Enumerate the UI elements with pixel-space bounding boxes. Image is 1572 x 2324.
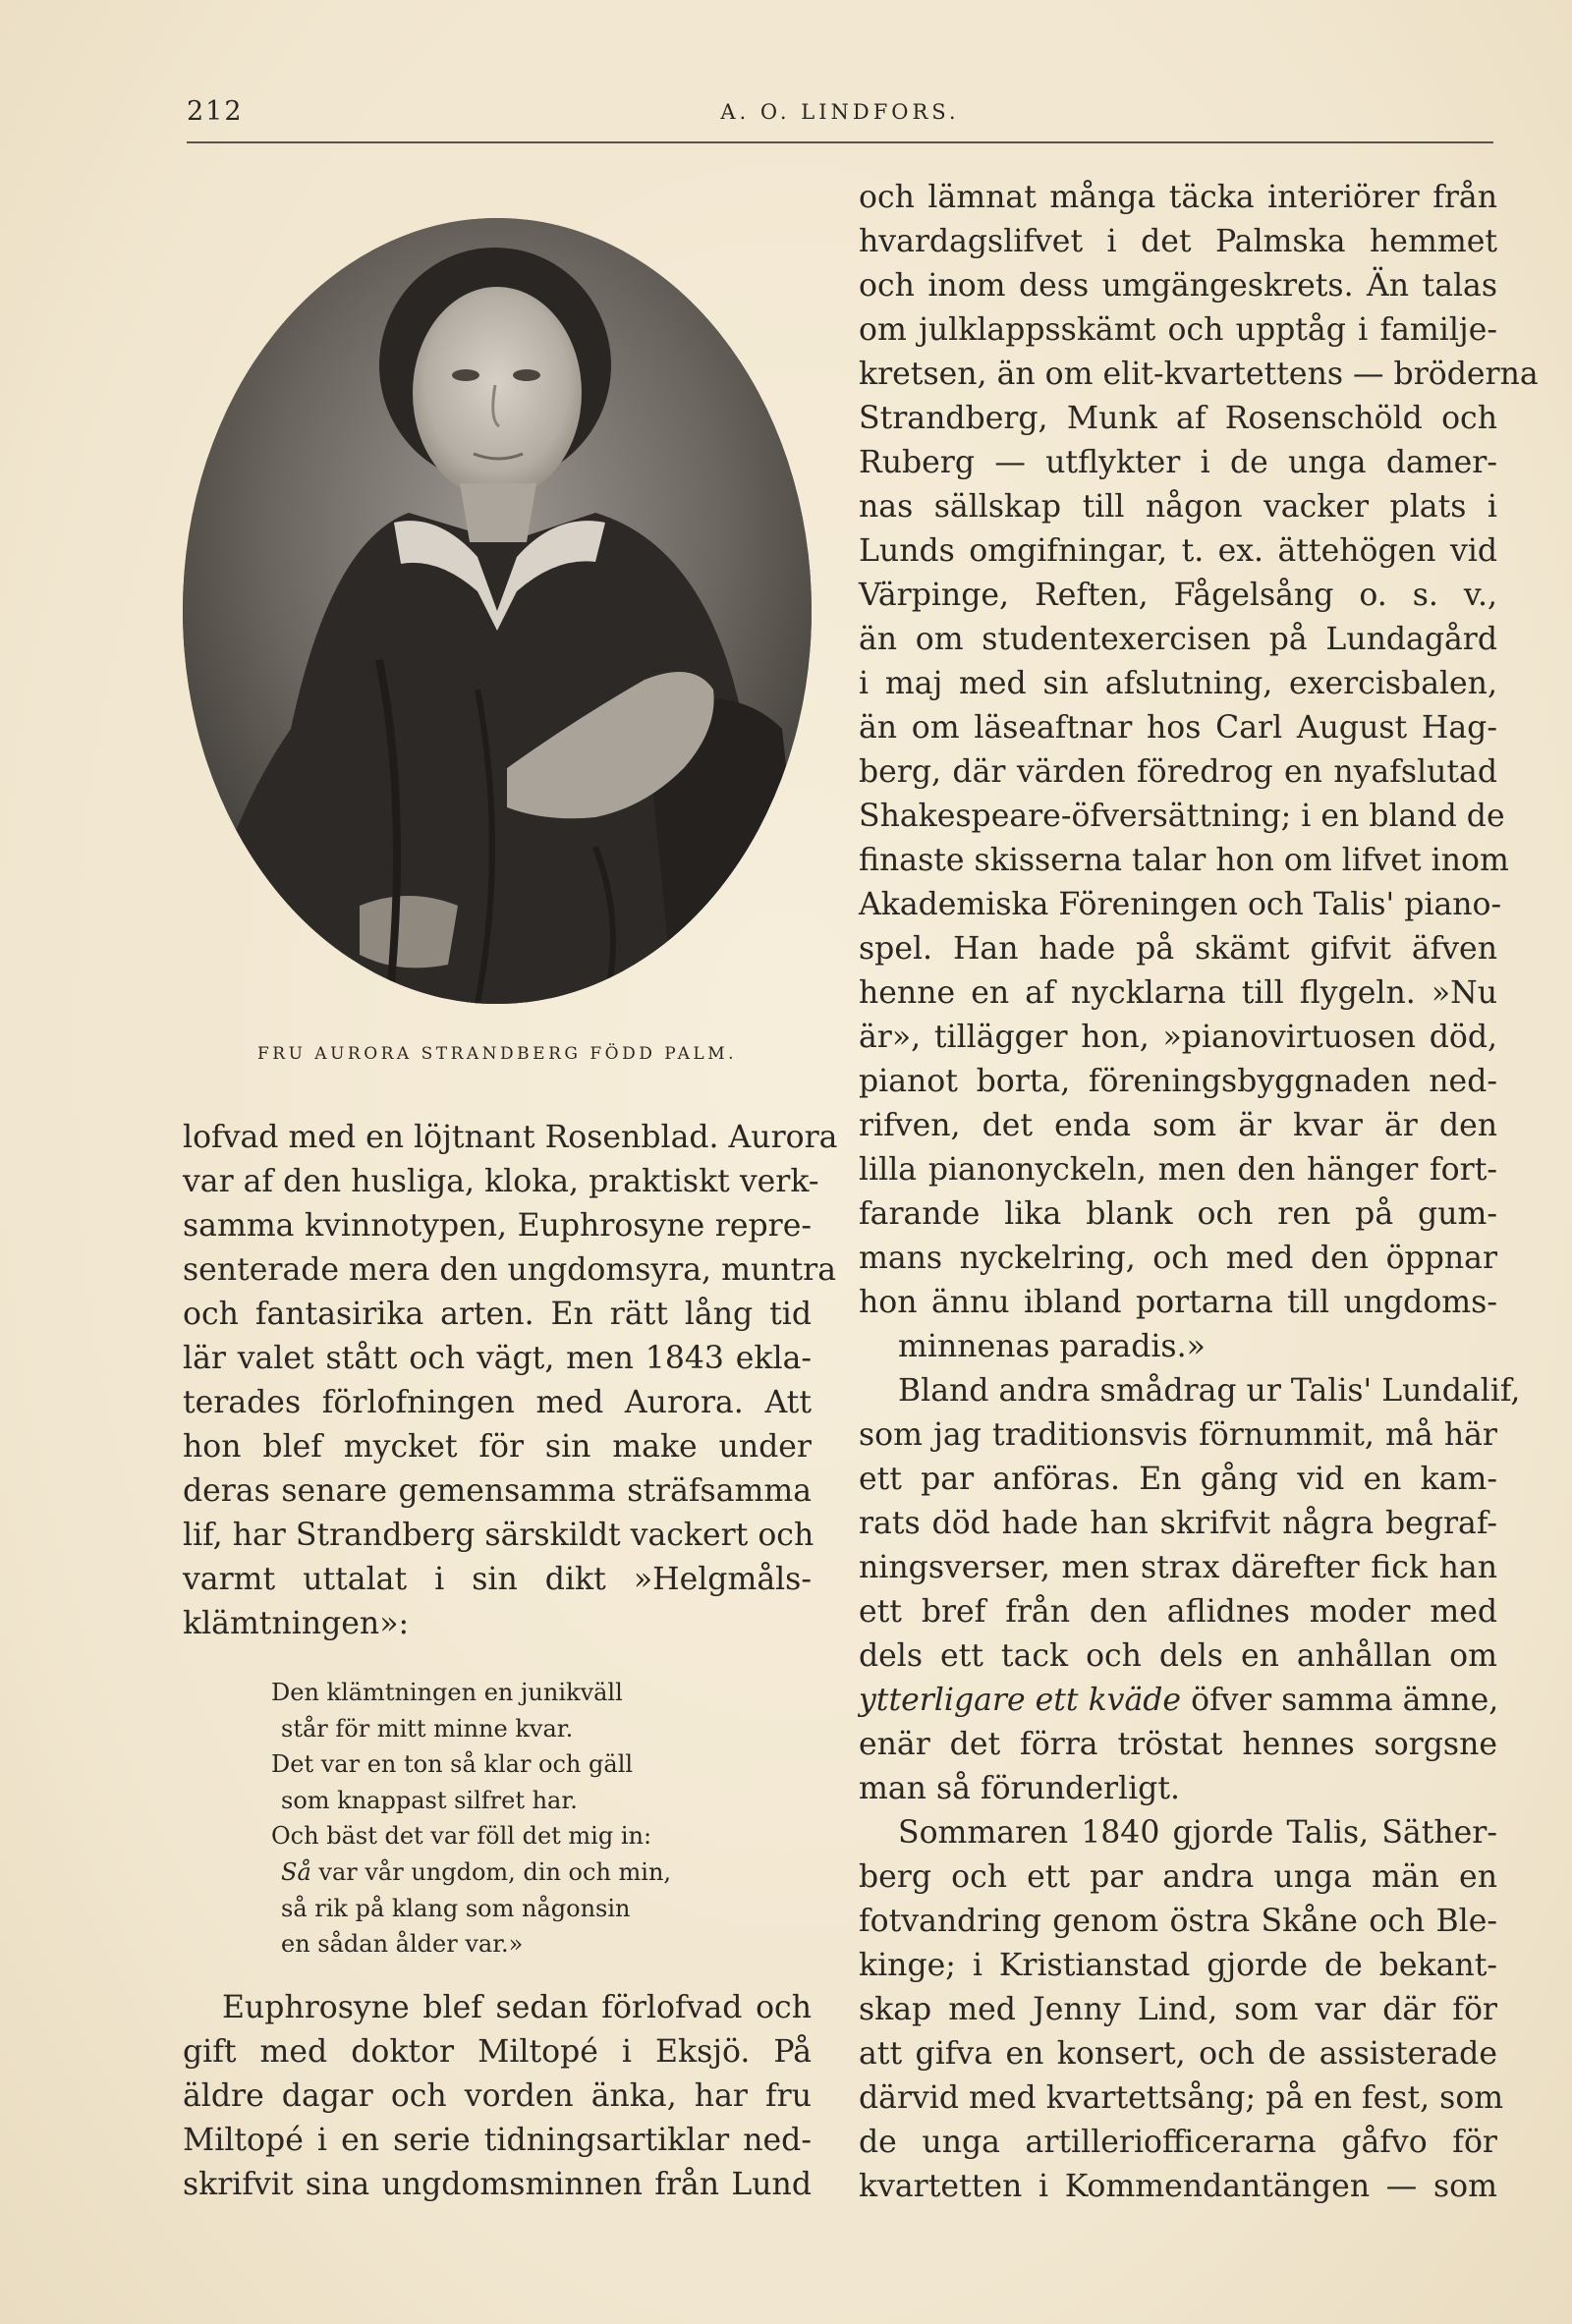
text-line: mans nyckelring, och med den öppnar (859, 1241, 1497, 1276)
portrait-photo (183, 218, 812, 1004)
poem-line: en sådan ålder var.» (281, 1930, 524, 1959)
text-line: hon blef mycket för sin make under (183, 1429, 812, 1465)
poem-line: Den klämtningen en junikväll (271, 1679, 623, 1706)
right-paragraph-3 (859, 1811, 1504, 2209)
text-line: Sommaren 1840 gjorde Talis, Säther- (898, 1815, 1497, 1851)
text-line: är», tillägger hon, »pianovirtuosen död, (859, 1020, 1497, 1055)
text-line: lif, har Strandberg särskildt vackert och (183, 1518, 814, 1553)
text-line: skap med Jenny Lind, som var där för (859, 1992, 1497, 2027)
text-line: ningsverser, men strax därefter fick han (859, 1550, 1497, 1585)
text-line: som jag traditionsvis förnummit, må här (859, 1417, 1497, 1453)
left-column-continued (183, 1986, 812, 2207)
text-line: Akademiska Föreningen och Talis' piano- (859, 887, 1502, 922)
text-line: Strandberg, Munk af Rosenschöld och (859, 401, 1497, 436)
text-line: henne en af nycklarna till flygeln. »Nu (859, 975, 1497, 1011)
text-line: hvardagslifvet i det Palmska hemmet (859, 224, 1497, 259)
text-line: och fantasirika arten. En rätt lång tid (183, 1297, 812, 1332)
text-line: Lunds omgifningar, t. ex. ättehögen vid (859, 533, 1497, 569)
left-column (183, 1116, 838, 1646)
text-line: kvartetten i Kommendantängen — som (859, 2169, 1497, 2204)
text-line: varmt uttalat i sin dikt »Helgmåls- (183, 1562, 812, 1597)
text-line: var af den husliga, kloka, praktiskt verk- (183, 1164, 819, 1199)
text-line: lilla pianonyckeln, men den hänger fort- (859, 1152, 1497, 1188)
text-line: gift med doktor Miltopé i Eksjö. På (183, 2034, 812, 2070)
figure-caption: FRU AURORA STRANDBERG FÖDD PALM. (256, 1044, 738, 1064)
text-line: kinge; i Kristianstad gjorde de bekant- (859, 1948, 1497, 1983)
text-line: Ruberg — utflykter i de unga damer- (859, 445, 1497, 480)
poem-line: Det var en ton så klar och gäll (271, 1750, 634, 1779)
text-line: Euphrosyne blef sedan förlofvad och (222, 1990, 812, 2025)
text-line: man så förunderligt. (859, 1771, 1181, 1806)
text-line: terades förlofningen med Aurora. Att (183, 1385, 812, 1420)
text-line: deras senare gemensamma sträfsamma (183, 1473, 812, 1509)
text-line (859, 1679, 1497, 1723)
page-number: 212 (187, 96, 244, 127)
text-line: om julklappsskämt och upptåg i familje- (859, 312, 1497, 348)
text-line: och inom dess umgängeskrets. Än talas (859, 268, 1497, 304)
text-line: minnenas paradis.» (898, 1329, 1206, 1364)
text-line: lofvad med en löjtnant Rosenblad. Aurora (183, 1120, 838, 1155)
poem-line-rest: var vår ungdom, din och min, (318, 1857, 672, 1886)
text-line: Miltopé i en serie tidningsartiklar ned- (183, 2123, 812, 2158)
left-paragraph-1 (183, 1116, 838, 1646)
text-line: lär valet stått och vägt, men 1843 ekla- (183, 1341, 812, 1376)
right-paragraph-2 (859, 1369, 1521, 1811)
text-line: hon ännu ibland portarna till ungdoms- (859, 1285, 1497, 1320)
italic-phrase: ytterligare ett kväde (859, 1683, 1182, 1718)
text-line: därvid med kvartettsång; på en fest, som (859, 2080, 1504, 2116)
poem-line: som knappast silfret har. (281, 1786, 578, 1814)
text-line: dels ett tack och dels en anhållan om (859, 1638, 1497, 1674)
text-line: skrifvit sina ungdomsminnen från Lund (183, 2167, 812, 2202)
text-fragment: öfver samma ämne, (1191, 1683, 1499, 1718)
text-line: pianot borta, föreningsbyggnaden ned- (859, 1064, 1497, 1099)
text-line: rifven, det enda som är kvar är den (859, 1108, 1497, 1143)
text-line: Shakespeare-öfversättning; i en bland de (859, 799, 1505, 834)
text-line: berg och ett par andra unga män en (859, 1859, 1497, 1895)
text-line: enär det förra tröstat hennes sorgsne (859, 1727, 1497, 1762)
running-head: A. O. LINDFORS. (720, 100, 960, 124)
right-column (859, 176, 1539, 2209)
poem-line: står för mitt minne kvar. (281, 1714, 574, 1743)
text-line: än om läseaftnar hos Carl August Hag- (859, 710, 1497, 746)
poem-line: Och bäst det var föll det mig in: (271, 1822, 652, 1851)
text-line: än om studentexercisen på Lundagård (859, 622, 1497, 657)
poem-line (271, 1854, 762, 1891)
text-line: i maj med sin afslutning, exercisbalen, (859, 666, 1497, 701)
text-line: samma kvinnotypen, Euphrosyne repre- (183, 1208, 812, 1244)
poem-italic-word: Så (281, 1857, 311, 1886)
text-line: äldre dagar och vorden änka, har fru (183, 2078, 812, 2114)
right-paragraph-1 (859, 176, 1539, 1369)
text-line: klämtningen»: (183, 1606, 410, 1641)
text-line: rats död hade han skrifvit några begraf- (859, 1506, 1497, 1541)
text-line: att gifva en konsert, och de assisterade (859, 2036, 1497, 2072)
text-line: farande lika blank och ren på gum- (859, 1196, 1497, 1232)
text-line: Bland andra smådrag ur Talis' Lundalif, (898, 1373, 1521, 1409)
text-line: fotvandring genom östra Skåne och Ble- (859, 1904, 1497, 1939)
page-header (187, 96, 1493, 143)
portrait-illustration (183, 218, 812, 1004)
text-line: senterade mera den ungdomsyra, muntra (183, 1252, 837, 1288)
text-line: berg, där värden föredrog en nyafslutad (859, 754, 1497, 790)
text-line: finaste skisserna talar hon om lifvet inom (859, 843, 1509, 878)
text-line: de unga artilleriofficerarna gåfvo för (859, 2125, 1497, 2160)
poem (271, 1675, 762, 1963)
text-line: ett par anföras. En gång vid en kam- (859, 1462, 1497, 1497)
text-line: kretsen, än om elit-kvartettens — bröderna (859, 357, 1539, 392)
text-line: Värpinge, Reften, Fågelsång o. s. v., (859, 578, 1497, 613)
text-line: nas sällskap till någon vacker plats i (859, 489, 1497, 525)
poem-line: så rik på klang som någonsin (281, 1894, 631, 1922)
text-line: spel. Han hade på skämt gifvit äfven (859, 931, 1497, 967)
text-line: och lämnat många täcka interiörer från (859, 180, 1497, 215)
text-line: ett bref från den aflidnes moder med (859, 1594, 1497, 1630)
portrait-figure (183, 218, 812, 1004)
